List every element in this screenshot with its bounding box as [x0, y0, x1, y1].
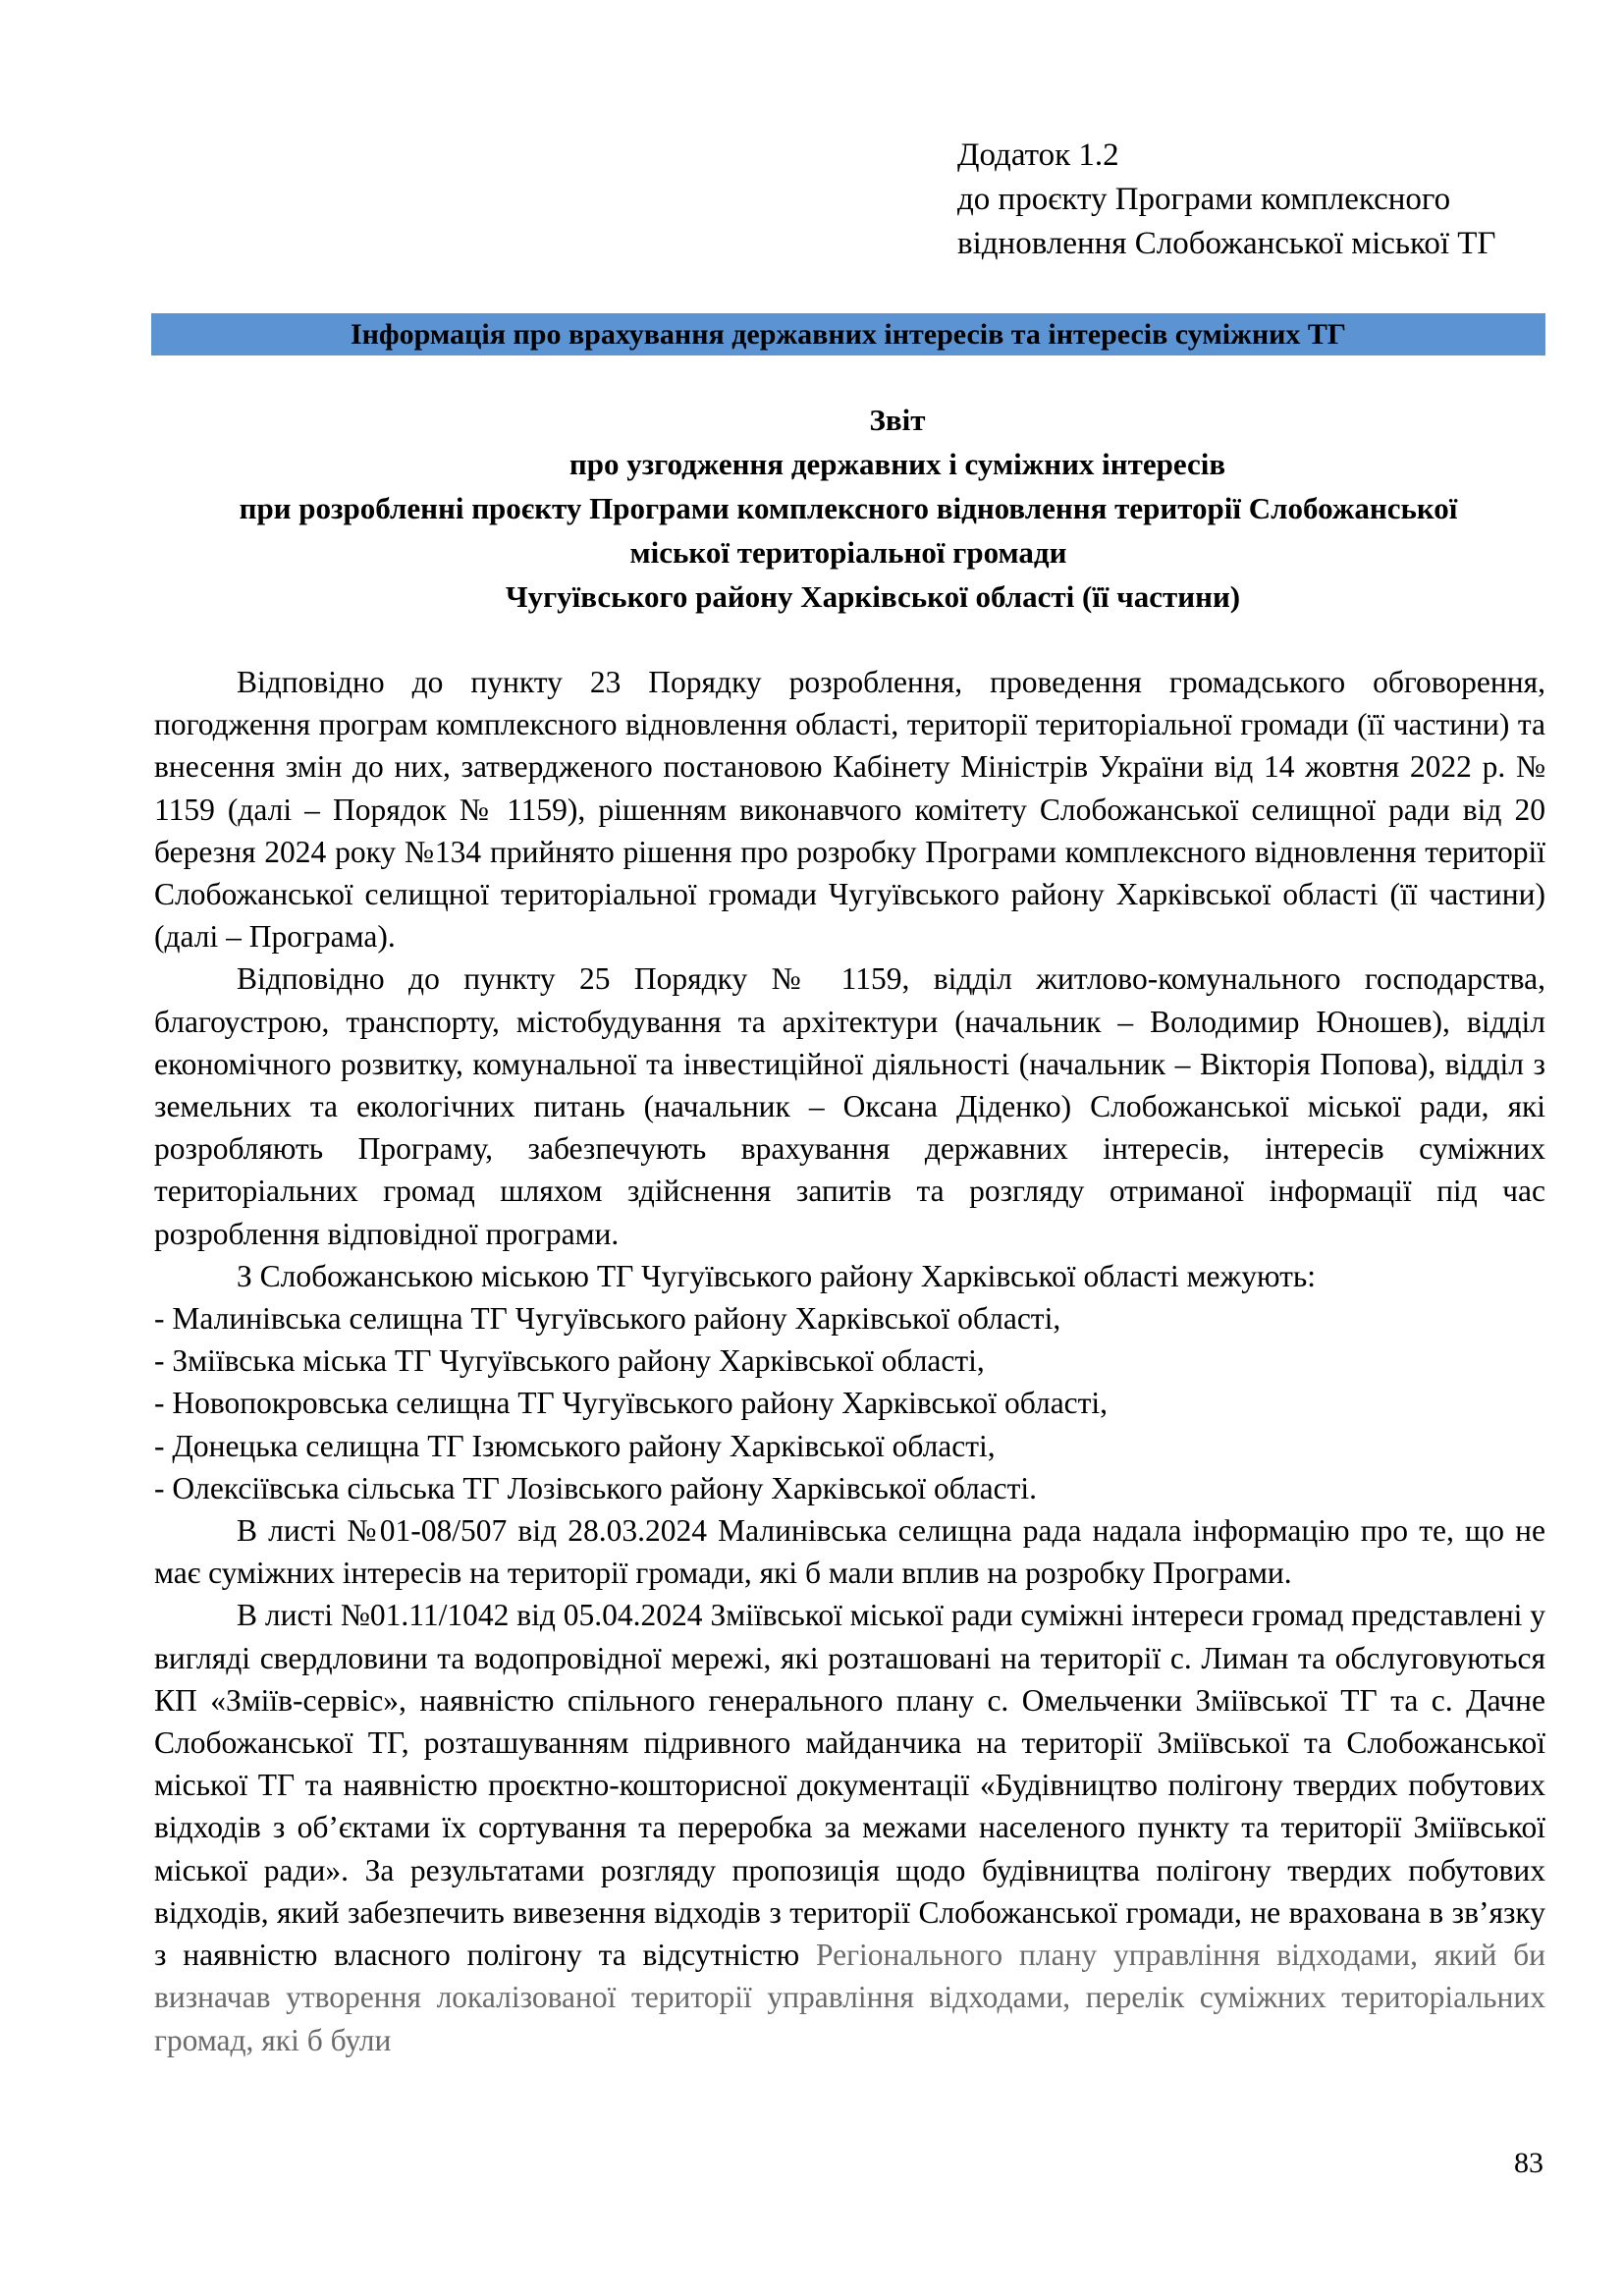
page-number: 83 — [1514, 2147, 1543, 2179]
neighbor-list-item: - Олексіївська сільська ТГ Лозівського району Харківської області. — [154, 1470, 1038, 1505]
report-title-line-1: Звіт — [869, 403, 926, 437]
annex-line-2: до проєкту Програми комплексного — [957, 182, 1451, 217]
paragraph-4: В листі №01-08/507 від 28.03.2024 Малинівська селищна рада надала інформацію про те, що не має суміжних інтересів на території громади, які б мали вплив на розробку Програми. — [154, 1513, 1545, 1591]
paragraph-5-gray: Регіонального плану управління відходами, який би визначав утворення локалізованої території управління відходами, перелік суміжних територіальних громад, які б були — [154, 1938, 1546, 2057]
paragraph-5 — [154, 1594, 1545, 2060]
paragraph-3: З Слобожанською міською ТГ Чугуївського району Харківської області межують: — [237, 1258, 1317, 1293]
neighbor-list-item: - Малинівська селищна ТГ Чугуївського району Харківської області, — [154, 1301, 1061, 1337]
report-title-line-3: при розробленні проєкту Програми комплексного відновлення території Слобожанської — [239, 491, 1458, 525]
annex-note — [957, 134, 1566, 266]
report-title-line-4: міської територіальної громади — [629, 535, 1067, 570]
neighbor-list-item: - Зміївська міська ТГ Чугуївського району Харківської області, — [154, 1343, 985, 1379]
paragraph-5-main: В листі №01.11/1042 від 05.04.2024 Зміївської міської ради суміжні інтереси громад представлені у вигляді свердловини та водопровідної мережі, які розташовані на території с. Лиман та обслуговуються КП «Зміїв-сервіс», наявністю спільного генерального плану с. Омельченки Зміївської ТГ та с. Дачне Слобожанської ТГ, розташуванням підривного майданчика на території Зміївської та Слобожанської міської ТГ та наявністю проєктно-кошторисної документації «Будівництво полігону твердих побутових відходів з об’єктами їх сортування та переробка за межами населеного пункту та території Зміївської міської ради». За результатами розгляду пропозиція щодо будівництва полігону твердих побутових відходів, який забезпечить вивезення відходів з території Слобожанської громади, не врахована в зв’язку з наявністю власного полігону та відсутністю — [154, 1598, 1545, 1973]
paragraph-1: Відповідно до пункту 23 Порядку розроблення, проведення громадського обговорення, погодження програм комплексного відновлення області, території територіальної громади (її частини) та внесення змін до них, затвердженого постановою Кабінету Міністрів України від 14 жовтня 2022 р. № 1159 (далі – Порядок № 1159), рішенням виконавчого комітету Слобожанської селищної ради від 20 березня 2024 року №134 прийнято рішення про розробку Програми комплексного відновлення території Слобожанської селищної територіальної громади Чугуївського району Харківської області (її частини) (далі – Програма). — [154, 665, 1545, 955]
annex-line-3: відновлення Слобожанської міської ТГ — [957, 226, 1496, 261]
report-title-line-2: про узгодження державних і суміжних інтересів — [568, 447, 1226, 481]
neighbor-list-item: - Донецька селищна ТГ Ізюмського району Харківської області, — [154, 1428, 996, 1463]
report-title — [151, 398, 1545, 619]
neighbor-list-item: - Новопокровська селищна ТГ Чугуївського району Харківської області, — [154, 1386, 1109, 1421]
paragraph-2: Відповідно до пункту 25 Порядку № 1159, відділ житлово-комунального господарства, благоустрою, транспорту, містобудування та архітектури (начальник – Володимир Юношев), відділ економічного розвитку, комунальної та інвестиційної діяльності (начальник – Вікторія Попова), відділ з земельних та екологічних питань (начальник – Оксана Діденко) Слобожанської міської ради, які розробляють Програму, забезпечують врахування державних інтересів, інтересів суміжних територіальних громад шляхом здійснення запитів та розгляду отриманої інформації під час розроблення відповідної програми. — [154, 961, 1545, 1251]
annex-line-1: Додаток 1.2 — [957, 137, 1119, 173]
section-heading: Інформація про врахування державних інтересів та інтересів суміжних ТГ — [151, 313, 1545, 355]
report-title-line-5: Чугуївського району Харківської області (її частини) — [505, 579, 1241, 614]
body-text — [154, 661, 1545, 2061]
